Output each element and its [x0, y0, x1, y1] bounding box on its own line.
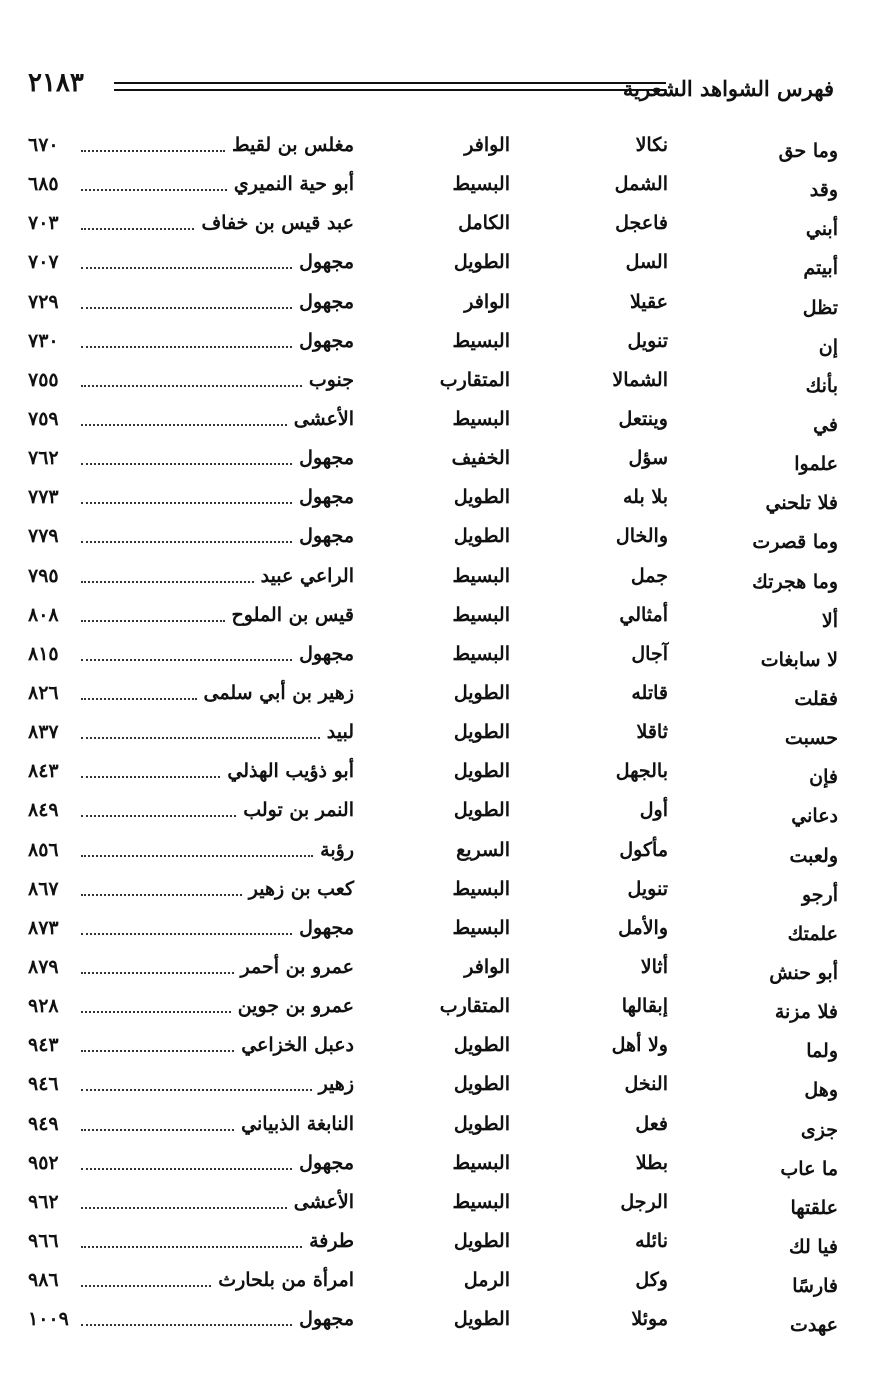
poet-name: مجهول [299, 486, 354, 509]
verse-opening: في [813, 413, 838, 436]
page-reference: ٩٦٦ [28, 1229, 59, 1252]
poet-cell [28, 1226, 354, 1256]
verse-opening: وهل [804, 1079, 838, 1102]
page-reference: ٧٢٩ [28, 290, 59, 313]
poet-cell [28, 600, 354, 630]
poet-name: الأعشى [293, 407, 354, 430]
index-row [28, 872, 838, 911]
page-reference: ٦٧٠ [28, 134, 59, 156]
index-row [28, 1224, 838, 1263]
verse-opening: ولعبت [789, 844, 838, 867]
verse-meter: البسيط [452, 173, 510, 196]
page-reference: ٩٨٦ [28, 1269, 59, 1292]
verse-meter: الطويل [453, 760, 510, 783]
dot-leader [81, 1038, 234, 1052]
verse-opening: إن [818, 335, 838, 358]
page-reference: ٨٤٣ [28, 760, 59, 783]
poet-cell [28, 521, 354, 551]
poet-name: مجهول [299, 1151, 354, 1174]
poet-cell [28, 678, 354, 708]
verse-meter: البسيط [452, 1190, 510, 1213]
poet-cell [28, 208, 354, 238]
verse-meter: الطويل [453, 1034, 510, 1057]
index-row [28, 1067, 838, 1106]
poet-name: عمرو بن جوين [237, 995, 354, 1018]
dot-leader [81, 255, 292, 269]
verse-opening: وما حق [778, 140, 838, 162]
index-row [28, 637, 838, 676]
verse-rhyme: إبقالها [621, 995, 668, 1018]
verse-rhyme: عقيلا [629, 290, 668, 313]
page-reference: ٨٤٩ [28, 799, 59, 822]
page-reference: ٨٠٨ [28, 603, 59, 626]
page-reference: ٧٥٥ [28, 368, 59, 391]
dot-leader [81, 451, 292, 465]
page-reference: ٩٤٩ [28, 1112, 59, 1135]
verse-opening: علموا [794, 453, 838, 476]
poet-name: مجهول [299, 525, 354, 548]
index-row [28, 1107, 838, 1146]
dot-leader [81, 764, 220, 778]
poet-name: الراعي عبيد [260, 564, 354, 587]
dot-leader [81, 960, 234, 974]
poet-cell [28, 482, 354, 512]
poet-name: النمر بن تولب [243, 799, 354, 822]
index-row [28, 402, 838, 441]
verse-meter: المتقارب [439, 368, 510, 391]
verse-meter: الطويل [453, 525, 510, 548]
dot-leader [81, 529, 292, 543]
verse-meter: البسيط [452, 642, 510, 665]
page-reference: ٧٧٣ [28, 486, 59, 509]
dot-leader [81, 1234, 302, 1248]
poet-name: مجهول [299, 447, 354, 470]
verse-rhyme: سؤل [628, 447, 668, 470]
verse-meter: السريع [456, 838, 510, 861]
page-reference: ٧٠٣ [28, 212, 59, 235]
poet-cell [28, 795, 354, 825]
verse-rhyme: جمل [630, 564, 668, 587]
verse-opening: فقلت [794, 687, 838, 710]
index-row [28, 559, 838, 598]
poet-name: مجهول [299, 329, 354, 352]
verse-meter: المتقارب [439, 995, 510, 1018]
verse-meter: الطويل [453, 1229, 510, 1252]
verse-rhyme: الشمالا [612, 368, 668, 391]
verse-rhyme: آجال [631, 642, 668, 665]
verse-rhyme: نائله [635, 1229, 668, 1252]
index-row [28, 715, 838, 754]
dot-leader [81, 882, 242, 896]
index-row [28, 128, 838, 167]
poet-cell [28, 1148, 354, 1178]
verse-opening: أبو حنش [769, 961, 838, 984]
page-number: ٢١٨٣ [28, 68, 84, 98]
poet-cell [28, 1265, 354, 1295]
verse-rhyme: والأمل [618, 916, 668, 939]
dot-leader [81, 138, 225, 152]
page-reference: ١٠٠٩ [28, 1308, 69, 1331]
poet-cell [28, 991, 354, 1021]
verse-opening: ألا [821, 609, 838, 632]
dot-leader [81, 725, 320, 739]
verse-rhyme: نكالا [635, 134, 668, 156]
verse-rhyme: وكل [635, 1269, 668, 1292]
dot-leader [81, 334, 292, 348]
poet-name: رؤبة [320, 838, 354, 861]
verse-meter: الطويل [453, 799, 510, 822]
poet-name: طرفة [309, 1229, 354, 1252]
verse-rhyme: بطلا [635, 1151, 668, 1174]
verse-rhyme: تنويل [627, 329, 668, 352]
verse-rhyme: بالجهل [615, 760, 668, 783]
dot-leader [81, 412, 287, 426]
poet-cell [28, 717, 354, 747]
page-reference: ٨٧٩ [28, 955, 59, 978]
index-row [28, 363, 838, 402]
verse-meter: البسيط [452, 564, 510, 587]
poet-name: مجهول [299, 1308, 354, 1331]
verse-meter: البسيط [452, 407, 510, 430]
poet-name: مجهول [299, 916, 354, 939]
dot-leader [81, 177, 227, 191]
poet-cell [28, 404, 354, 434]
verse-meter: الطويل [453, 486, 510, 509]
verse-rhyme: موئلا [631, 1308, 668, 1331]
poet-name: زهير [318, 1073, 354, 1096]
page-reference: ٩٥٢ [28, 1151, 59, 1174]
verse-opening: فيا لك [788, 1235, 838, 1258]
verse-meter: الطويل [453, 1112, 510, 1135]
poet-name: مجهول [299, 251, 354, 274]
verse-rhyme: قاتله [631, 681, 668, 704]
verse-meter: البسيط [452, 329, 510, 352]
page-reference: ٨٧٣ [28, 916, 59, 939]
poet-cell [28, 247, 354, 277]
verse-rhyme: الشمل [614, 173, 668, 196]
verse-meter: البسيط [452, 877, 510, 900]
dot-leader [81, 295, 292, 309]
poet-cell [28, 835, 354, 865]
index-row [28, 950, 838, 989]
page-reference: ٩٤٦ [28, 1073, 59, 1096]
poet-name: امرأة من بلحارث [218, 1269, 354, 1292]
page-reference: ٩٤٣ [28, 1034, 59, 1057]
verse-meter: البسيط [452, 916, 510, 939]
verse-opening: دعاني [791, 805, 838, 828]
poet-cell [28, 1030, 354, 1060]
verse-rhyme: وينتعل [618, 407, 668, 430]
verse-opening: علمتك [787, 922, 838, 945]
verse-opening: حسبت [784, 727, 838, 750]
poet-cell [28, 326, 354, 356]
verse-meter: الوافر [464, 290, 510, 313]
dot-leader [81, 1077, 312, 1091]
poet-cell [28, 913, 354, 943]
index-row [28, 519, 838, 558]
poet-cell [28, 1069, 354, 1099]
verse-index-list [28, 128, 838, 1341]
index-row [28, 598, 838, 637]
verse-meter: الطويل [453, 1308, 510, 1331]
verse-opening: أرجو [801, 883, 838, 906]
verse-opening: وما قصرت [752, 531, 838, 554]
poet-cell [28, 169, 354, 199]
poet-name: كعب بن زهير [248, 877, 354, 900]
verse-rhyme: السل [625, 251, 668, 274]
poet-name: أبو ذؤيب الهذلي [227, 760, 354, 783]
verse-opening: تظل [802, 296, 838, 319]
verse-opening: أبيتم [803, 257, 838, 280]
poet-name: جنوب [308, 368, 354, 391]
verse-rhyme: فاعجل [615, 212, 668, 235]
dot-leader [81, 843, 313, 857]
poet-name: أبو حية النميري [233, 173, 354, 196]
verse-rhyme: أول [639, 799, 668, 822]
page-reference: ٦٨٥ [28, 173, 59, 196]
index-row [28, 793, 838, 832]
page-reference: ٨٥٦ [28, 838, 59, 861]
verse-rhyme: بلا بله [622, 486, 668, 509]
page-reference: ٨١٥ [28, 642, 59, 665]
verse-opening: جزى [800, 1118, 838, 1141]
dot-leader [81, 1156, 292, 1170]
page-reference: ٨٢٦ [28, 681, 59, 704]
page-reference: ٧٦٢ [28, 447, 59, 470]
dot-leader [81, 373, 302, 387]
index-row [28, 1185, 838, 1224]
page-reference: ٧٣٠ [28, 329, 59, 352]
verse-opening: ولما [806, 1040, 838, 1063]
poet-name: مجهول [299, 290, 354, 313]
index-row [28, 167, 838, 206]
poet-name: الأعشى [293, 1190, 354, 1213]
index-row [28, 206, 838, 245]
verse-rhyme: والخال [615, 525, 668, 548]
index-row [28, 833, 838, 872]
verse-rhyme: أمثالي [619, 603, 668, 626]
verse-rhyme: مأكول [619, 838, 668, 861]
verse-rhyme: الرجل [620, 1190, 668, 1213]
index-row [28, 441, 838, 480]
dot-leader [81, 1117, 234, 1131]
verse-rhyme: فعل [635, 1112, 668, 1135]
poet-name: النابغة الذبياني [241, 1112, 354, 1135]
page-reference: ٨٣٧ [28, 721, 59, 744]
page-header [28, 66, 834, 106]
poet-cell [28, 1304, 354, 1334]
poet-name: مغلس بن لقيط [231, 134, 354, 156]
verse-rhyme: تنويل [627, 877, 668, 900]
poet-name: قيس بن الملوح [231, 603, 354, 626]
dot-leader [81, 1273, 211, 1287]
verse-meter: الرمل [463, 1269, 510, 1292]
page-reference: ٩٢٨ [28, 995, 59, 1018]
dot-leader [81, 216, 194, 230]
page-reference: ٧٩٥ [28, 564, 59, 587]
verse-opening: عهدت [790, 1314, 838, 1337]
dot-leader [81, 647, 292, 661]
index-row [28, 324, 838, 363]
verse-rhyme: أثالا [640, 955, 668, 978]
poet-cell [28, 756, 354, 786]
verse-meter: الوافر [464, 134, 510, 156]
index-row [28, 1263, 838, 1302]
dot-leader [81, 490, 292, 504]
dot-leader [81, 1195, 287, 1209]
index-row [28, 480, 838, 519]
dot-leader [81, 686, 197, 700]
verse-opening: بأنك [805, 374, 838, 397]
poet-cell [28, 639, 354, 669]
poet-cell [28, 952, 354, 982]
verse-meter: الخفيف [451, 447, 510, 470]
verse-meter: الطويل [453, 721, 510, 744]
poet-cell [28, 365, 354, 395]
verse-meter: الطويل [453, 681, 510, 704]
poet-cell [28, 1109, 354, 1139]
index-row [28, 1028, 838, 1067]
header-double-rule [114, 82, 666, 91]
verse-opening: فارسًا [792, 1275, 838, 1298]
poet-cell [28, 1187, 354, 1217]
poet-name: زهير بن أبي سلمى [203, 681, 354, 704]
poet-cell [28, 874, 354, 904]
verse-meter: الطويل [453, 1073, 510, 1096]
verse-meter: الكامل [458, 212, 510, 235]
verse-meter: الوافر [464, 955, 510, 978]
verse-rhyme: ثاقلا [636, 721, 668, 744]
verse-meter: البسيط [452, 1151, 510, 1174]
dot-leader [81, 608, 225, 622]
verse-opening: علقتها [790, 1196, 838, 1219]
verse-rhyme: النخل [624, 1073, 668, 1096]
dot-leader [81, 1312, 292, 1326]
verse-opening: فلا تلحني [765, 492, 838, 515]
dot-leader [81, 569, 254, 583]
header-title: فهرس الشواهد الشعرية [622, 76, 834, 101]
verse-opening: لا سابغات [760, 648, 838, 671]
verse-opening: أبني [805, 218, 838, 241]
index-row [28, 676, 838, 715]
poet-name: دعبل الخزاعي [241, 1034, 354, 1057]
page-reference: ٧٥٩ [28, 407, 59, 430]
verse-opening: وما هجرتك [752, 570, 838, 593]
dot-leader [81, 921, 292, 935]
verse-rhyme: ولا أهل [611, 1034, 668, 1057]
index-row [28, 1146, 838, 1185]
index-row [28, 989, 838, 1028]
verse-opening: ما عاب [780, 1157, 838, 1180]
verse-meter: البسيط [452, 603, 510, 626]
poet-cell [28, 287, 354, 317]
verse-opening: فإن [809, 766, 838, 789]
index-row [28, 754, 838, 793]
dot-leader [81, 803, 236, 817]
poet-name: عبد قيس بن خفاف [201, 212, 354, 235]
dot-leader [81, 999, 231, 1013]
poet-cell [28, 130, 354, 160]
poet-name: مجهول [299, 642, 354, 665]
index-row [28, 285, 838, 324]
poet-name: لبيد [326, 721, 354, 744]
page-reference: ٩٦٢ [28, 1190, 59, 1213]
poet-name: عمرو بن أحمر [240, 955, 354, 978]
page-reference: ٨٦٧ [28, 877, 59, 900]
verse-opening: وقد [809, 179, 838, 202]
page-reference: ٧٧٩ [28, 525, 59, 548]
page-reference: ٧٠٧ [28, 251, 59, 274]
index-row [28, 245, 838, 284]
index-row [28, 911, 838, 950]
verse-meter: الطويل [453, 251, 510, 274]
poet-cell [28, 561, 354, 591]
verse-opening: فلا مزنة [774, 1001, 838, 1024]
index-row [28, 1302, 838, 1341]
poet-cell [28, 443, 354, 473]
